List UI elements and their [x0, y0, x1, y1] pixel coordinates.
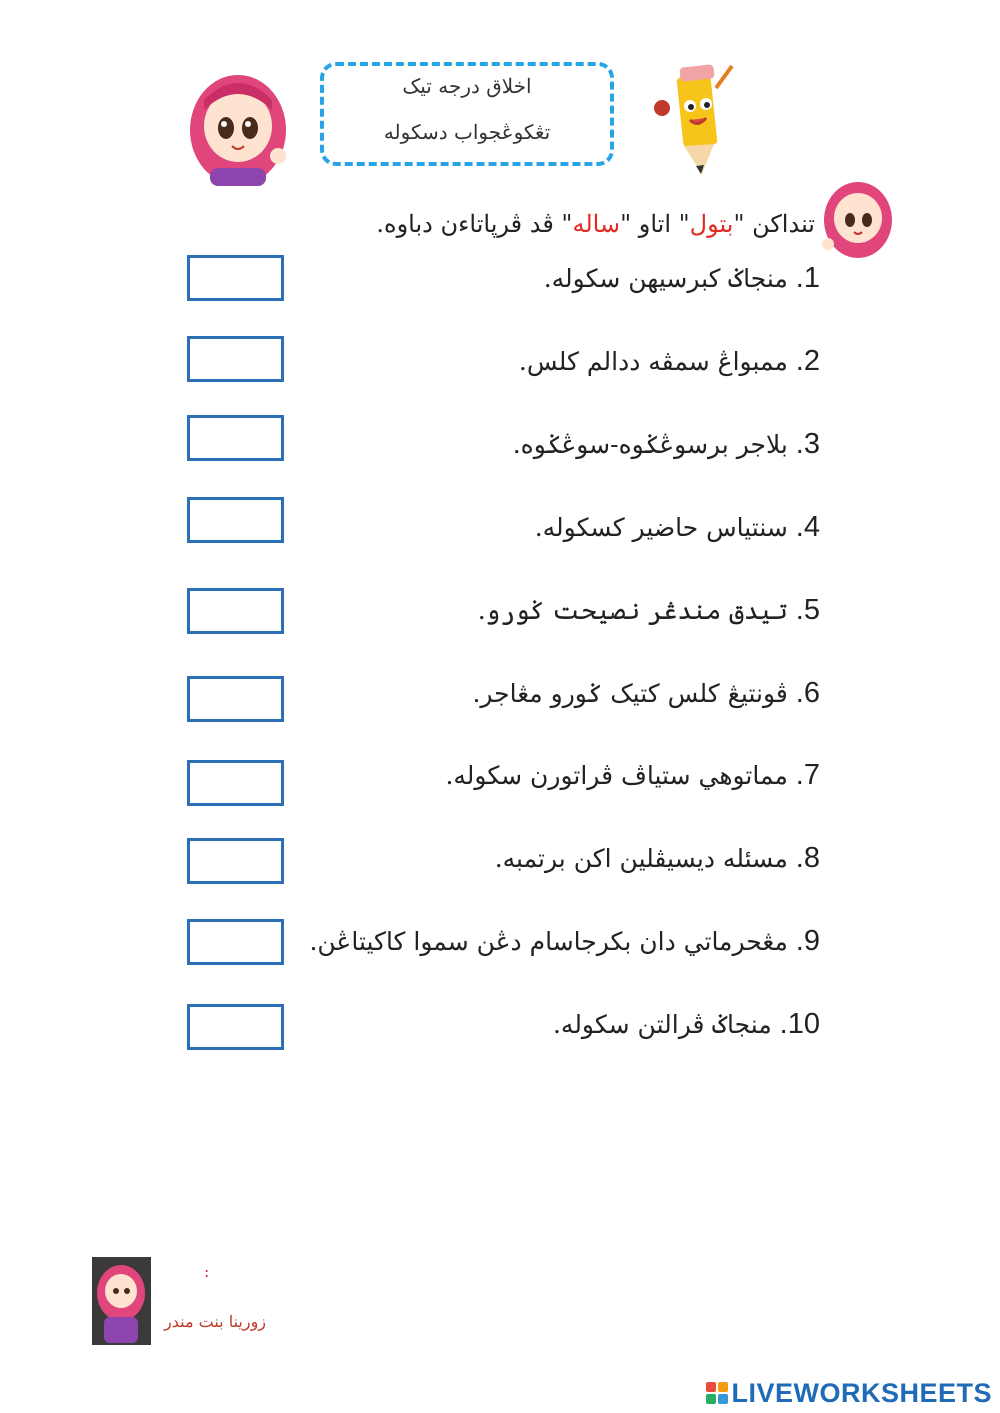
question-text: ڤونتيڠ کلس کتيک ݢورو مڠاجر.: [472, 679, 788, 708]
title-line-1: اخلاق درجه تيک: [402, 74, 532, 98]
question-text: مماتوهي ستياڤ ڤراتورن سکوله.: [445, 761, 788, 790]
pencil-mascot-icon: [640, 58, 740, 178]
logo-tile: [706, 1394, 716, 1404]
logo-text: LIVEWORKSHEETS: [731, 1377, 992, 1408]
question-4: [535, 511, 820, 544]
logo-tiles-icon: [706, 1382, 728, 1404]
question-1: [544, 262, 820, 295]
question-text: تيدق مندڠر نصيحت ݢورو.: [477, 596, 788, 625]
answer-box-2[interactable]: [187, 336, 284, 382]
author-label: :: [204, 1262, 210, 1281]
question-number: 1.: [795, 262, 820, 294]
question-text: مسئله ديسيڤلين اکن برتمبه.: [494, 844, 788, 873]
word-true: بتول: [689, 210, 734, 238]
question-text: بلاجر برسوڠݢوه-سوڠݢوه.: [512, 430, 788, 459]
question-10: [553, 1008, 820, 1041]
question-text: ممبواڠ سمڤه ددالم کلس.: [518, 347, 788, 376]
answer-box-3[interactable]: [187, 415, 284, 461]
question-6: [472, 677, 820, 710]
question-9: [309, 925, 820, 958]
question-2: [519, 345, 820, 378]
logo-tile: [718, 1382, 728, 1392]
logo-tile: [706, 1382, 716, 1392]
question-text: سنتياس حاضير کسکوله.: [534, 513, 788, 542]
question-number: 5.: [795, 594, 820, 626]
answer-box-9[interactable]: [187, 919, 284, 965]
title-line-2: تڠکوڠجواب دسکوله: [383, 120, 551, 144]
answer-box-7[interactable]: [187, 760, 284, 806]
title-box: [320, 62, 614, 166]
instruction-text: [376, 210, 815, 238]
answer-box-10[interactable]: [187, 1004, 284, 1050]
answer-box-6[interactable]: [187, 676, 284, 722]
girl-illustration-icon: [180, 60, 292, 190]
answer-box-4[interactable]: [187, 497, 284, 543]
instruction-part-2: " اتاو ": [620, 210, 690, 238]
answer-box-8[interactable]: [187, 838, 284, 884]
question-text: منجاݢ ڤرالتن سکوله.: [552, 1010, 772, 1039]
girl-small-icon: [818, 176, 896, 262]
answer-box-5[interactable]: [187, 588, 284, 634]
question-8: [495, 842, 820, 875]
question-number: 4.: [795, 511, 820, 543]
question-text: منجاݢ کبرسيهن سکوله.: [543, 264, 788, 293]
liveworksheets-logo[interactable]: [706, 1377, 992, 1409]
word-false: ساله: [572, 210, 621, 238]
question-number: 8.: [795, 842, 820, 874]
instruction-part-3: " ڤد ڤرڽاتاءن دباوه.: [376, 210, 573, 238]
question-number: 9.: [795, 925, 820, 957]
author-name: زورينا بنت مندر: [164, 1312, 267, 1331]
author-avatar: [92, 1257, 151, 1345]
question-number: 2.: [795, 345, 820, 377]
question-number: 6.: [795, 677, 820, 709]
logo-tile: [718, 1394, 728, 1404]
question-number: 10.: [779, 1008, 820, 1040]
question-number: 3.: [795, 428, 820, 460]
question-text: مڠحرماتي دان بکرجاسام دڠن سموا کاکيتاڠن.: [309, 927, 788, 956]
answer-box-1[interactable]: [187, 255, 284, 301]
question-7: [445, 759, 820, 792]
question-number: 7.: [795, 759, 820, 791]
question-3: [513, 428, 820, 461]
instruction-part-1: تنداکن ": [733, 210, 815, 238]
question-5: [478, 594, 820, 627]
